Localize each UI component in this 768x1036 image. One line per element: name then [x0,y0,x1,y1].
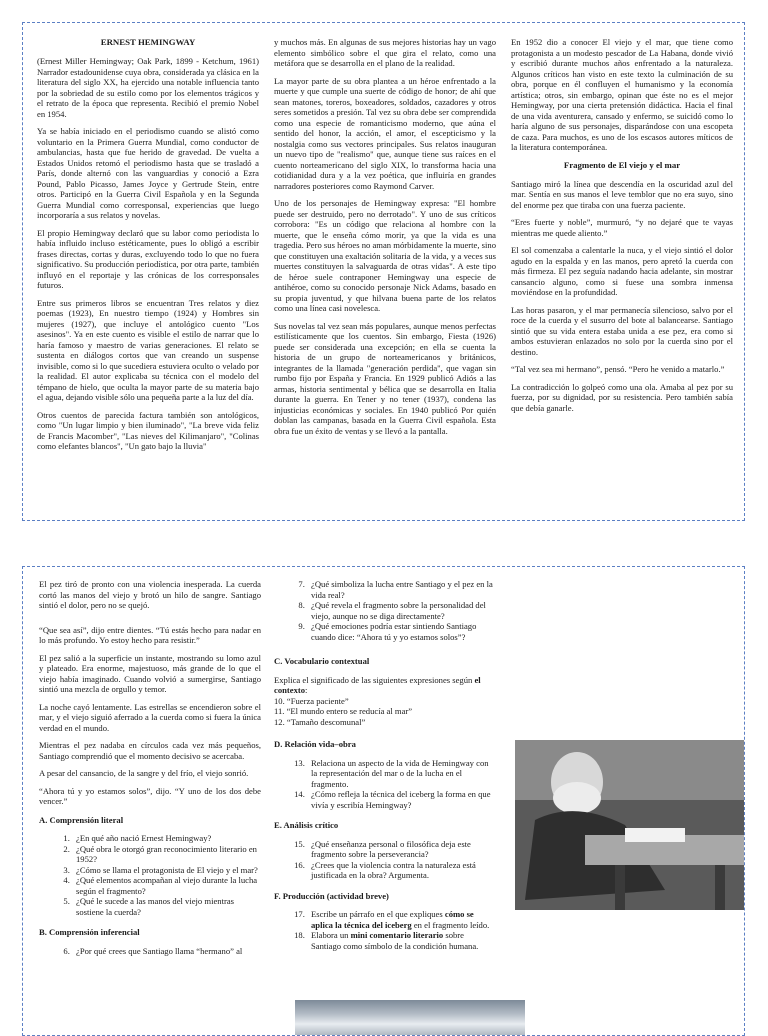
vocab-intro-colon: : [305,685,308,695]
question-item: 3. ¿Cómo se llama el protagonista de El viejo y el mar? [72,865,261,876]
question-item: 1. ¿En qué año nació Ernest Hemingway? [72,833,261,844]
fragment-paragraph: El pez tiró de pronto con una violencia inesperada. La cuerda cortó las manos del viejo y brotó un hilo de sangre. Santiago sintió el dolor, pero no se quejó. [39,579,261,610]
column-1 [39,579,261,966]
fragment-paragraph: Las horas pasaron, y el mar permanecía silencioso, salvo por el roce de la cuerda y el susurro del bote al balancearse. Santiago sintió que su vida entera estaba unida a ese pez, era como si ambos estuvieran enlazados no solo por la cuerda sino por el destino. [511,304,733,357]
fragment-paragraph: La noche cayó lentamente. Las estrellas se encendieron sobre el mar, y el viejo siguió aferrado a la cuerda como si fuera la única verdad en el mundo. [39,701,261,733]
vocab-intro [274,675,496,696]
question-item [307,909,496,930]
question-item: 14. ¿Cómo refleja la técnica del iceberg la forma en que vivía y escribía Hemingway? [307,789,496,810]
item-text: sobre Santiago como símbolo de la condición humana. [311,930,479,951]
fragment-title: Fragmento de El viejo y el mar [563,159,681,170]
paragraph: y muchos más. En algunas de sus mejores historias hay un vago elemento simbólico sobre el que gira el relato, como una metáfora que se desarrolla en el plano de la realidad. [274,37,496,68]
column-1 [37,37,259,459]
fragment-paragraph: El pez salió a la superficie un instante, mostrando su lomo azul y plateado. Era enorme, majestuoso, más grande de lo que el viejo había imaginado. Cuando volvió a sumergirse, Santiago sintió una mezcla de orgullo y temor. [39,652,261,694]
section-a-heading: A. Comprensión literal [39,814,124,825]
section-d-heading: D. Relación vida–obra [274,739,356,749]
fragment-paragraph: Mientras el pez nadaba en círculos cada vez más pequeños, Santiago comprendió que el momento decisivo se acercaba. [39,740,261,761]
item-text: Elabora un [311,930,351,940]
paragraph: Otros cuentos de parecida factura también son antológicos, como "Un lugar limpio y bien iluminado", "La breve vida feliz de Francis Macomber", "Las nieves del Kilimanjaro", "Colinas como elefantes blancos", "Un gato bajo la lluvia" [37,409,259,451]
paragraph: El propio Hemingway declaró que su labor como periodista lo había influido incluso estéticamente, pues lo obligó a escribir frases directas, cortas y duras, excluyendo todo lo que no fuera significativo. Su producción periodística, por otra parte, también influyó en el reportaje y las crónicas de los corresponsales futuros. [37,227,259,290]
page-1 [22,22,745,521]
paragraph: Entre sus primeros libros se encuentran Tres relatos y diez poemas (1923), En nuestro tiempo (1924) y Hombres sin mujeres (1927), que incluye el antológico cuento "Los asesinos". Ya en este cuento es visible el estilo de narrar que lo haría famoso y maestro de varias generaciones. El relato se sustenta en diálogos cortos que van creando un suspense invisible, como si lo que sucediera estuviera oculto o velado por la realidad. El autor explicaba su técnica con el modelo del témpano de hielo, que oculta la mayor parte de su materia bajo el agua, dejando visible sólo una pequeña parte a la luz del día. [37,297,259,402]
section-e-heading: E. Análisis crítico [274,820,339,830]
paragraph: En 1952 dio a conocer El viejo y el mar, que tiene como protagonista a un modesto pescador de La Habana, donde vivió y escribió durante muchos años enfrentado a la naturaleza. Algunos críticos han visto en este texto la culminación de su obra, porque en él confluyen el humanismo y la economía artística; otros, sin embargo, opinan que éste no es el mejor Hemingway, por una cierta pretensión didáctica. Hacia el final de una vida aventurera, cansado y enfermo, se suicidó como lo haría alguno de sus personajes, disparándose con una escopeta de caza. Para muchos, es uno de los escasos autores míticos de la literatura contemporánea. [511,37,733,152]
question-item: 9. ¿Qué emociones podría estar sintiendo Santiago cuando dice: “Ahora tú y yo estamos solos”? [307,621,496,642]
vocab-item: 10. “Fuerza paciente” [274,695,349,706]
column-2 [274,37,496,443]
question-item: 6. ¿Por qué crees que Santiago llama “hermano” al [72,946,261,957]
question-item [307,930,496,951]
question-item: 16. ¿Crees que la violencia contra la naturaleza está justificada en la obra? Argumenta. [307,860,496,881]
fragment-paragraph: “Eres fuerte y noble”, murmuró, “y no dejaré que te vayas mientras me quede aliento.” [511,217,733,238]
section-a-list [39,833,261,917]
question-item: 5. ¿Qué le sucede a las manos del viejo mientras sostiene la cuerda? [72,896,261,917]
question-item: 7. ¿Qué simboliza la lucha entre Santiago y el pez en la vida real? [307,579,496,600]
fragment-paragraph: A pesar del cansancio, de la sangre y del frío, el viejo sonrió. [39,768,249,778]
question-item: 13. Relaciona un aspecto de la vida de Hemingway con la representación del mar o de la lucha en el fragmento. [307,758,496,790]
article-title: ERNEST HEMINGWAY [100,37,196,47]
section-b-heading: B. Comprensión inferencial [39,927,140,937]
fragment-paragraph: El sol comenzaba a calentarle la nuca, y el viejo sintió el dolor agudo en la espalda y en las manos, pero apretó la cuerda con más firmeza. El pez seguía nadando hacia adelante, sin mostrar cansancio alguno, como si fuese una sombra inmensa moviéndose en la profundidad. [511,245,733,297]
section-b-list [39,946,261,957]
item-text: Escribe un párrafo en el que expliques [311,909,445,919]
paragraph: (Ernest Miller Hemingway; Oak Park, 1899 - Ketchum, 1961) Narrador estadounidense cuya obra, considerada ya clásica en la literatura del siglo XX, ha ejercido una notable influencia tanto por la sobriedad de su estilo como por los elementos trágicos y el retrato de la época que representa. Recibió el premio Nobel en 1954. [37,56,259,119]
paragraph: Uno de los personajes de Hemingway expresa: "El hombre puede ser destruido, pero no derrotado". Y uno de sus críticos corrobora: "Es un código que relaciona al hombre con la muerte, que le enseña cómo morir, ya que la vida es una tragedia. Pero sus héroes no aman mórbidamente la muerte, sino que constituyen una exaltación solitaria de la vida, y a veces sus muertes constituyen la salvaguarda de otras vidas". A este tipo de héroe suele contraponer Hemingway una especie de antihéroe, como su conocido personaje Nick Adams, basado en su propia juventud, y que hilvana buena parte de los relatos como una línea casi novelesca. [274,198,496,313]
section-b-list-continued [274,579,496,642]
vocab-item: 11. “El mundo entero se reducía al mar” [274,706,413,716]
vocab-intro-bold: el contexto [274,674,481,695]
question-item: 8. ¿Qué revela el fragmento sobre la personalidad del viejo, aunque no se diga directamente? [307,600,496,621]
section-e-list [274,839,496,881]
fragment-paragraph: “Ahora tú y yo estamos solos”, dijo. “Y uno de los dos debe vencer.” [39,785,261,806]
section-c-heading: C. Vocabulario contextual [274,656,370,666]
section-f-heading: F. Producción (actividad breve) [274,890,389,901]
hemingway-photo-illustration [515,740,744,910]
fragment-paragraph: “Tal vez sea mi hermano”, pensó. “Pero he venido a matarlo.” [511,364,725,374]
question-item: 15. ¿Qué enseñanza personal o filosófica deja este fragmento sobre la perseverancia? [307,839,496,860]
item-text: en el fragmento leído. [411,919,490,930]
paragraph: Sus novelas tal vez sean más populares, aunque menos perfectas estilísticamente que los cuentos. Sin embargo, Fiesta (1926) puede ser considerada una excepción; en ella se cuenta la historia de un grupo de norteamericanos y británicos, integrantes de la llamada "generación perdida", que vagan sin rumbo fijo por España y Francia. En 1929 publicó Adiós a las armas, historia sentimental y bélica que se desarrolla en Italia durante la guerra. En Tener y no tener (1937), condena las injusticias económicas y sociales. En 1940 publicó Por quién doblan las campanas, basada en la Guerra Civil española. Esta obra fue un éxito de ventas y se llevó a la pantalla. [274,320,496,436]
sea-photo [295,1000,525,1036]
vocab-intro-text: Explica el significado de las siguientes expresiones según [274,674,475,685]
section-f-list [274,909,496,951]
column-3 [511,37,733,420]
fragment-paragraph: Santiago miró la línea que descendía en la oscuridad azul del mar. Sentía en sus manos el leve temblor que no era suyo, sino del enorme pez que tiraba con una fuerza paciente. [511,178,733,210]
paragraph: Ya se había iniciado en el periodismo cuando se alistó como voluntario en la Primera Guerra Mundial, como conductor de ambulancias, hasta que fue herido de gravedad. De vuelta a Estados Unidos retomó el periodismo hasta que se trasladó a París, donde alternó con las vanguardias y conoció a Ezra Pound, Pablo Picasso, James Joyce y Gertrude Stein, entre otros. Participó en la Guerra Civil Española y en la Segunda Guerra Mundial como corresponsal, experiencias que luego incorporaría a sus relatos y novelas. [37,126,259,220]
question-item: 4. ¿Qué elementos acompañan al viejo durante la lucha según el fragmento? [72,875,261,896]
paragraph: La mayor parte de su obra plantea a un héroe enfrentado a la muerte y que cumple una suerte de código de honor; de ahí que sean matones, toreros, boxeadores, soldados, cazadores y otros seres sometidos a presión. Tal vez su obra debe ser comprendida como una especie de romanticismo moderno, que aúna el sentido del honor, la acción, el amor, el escepticismo y la nostalgia como sus vectores principales. Sus relatos inauguran un nuevo tipo de "realismo" que, aunque tiene sus raíces en el cuento norteamericano del siglo XIX, lo transforma hacia una cotidianidad dura y a la vez poética, que influiría en grandes narradores posteriores como Raymond Carver. [274,75,496,191]
section-d-list [274,758,496,811]
question-item: 2. ¿Qué obra le otorgó gran reconocimiento literario en 1952? [72,844,261,865]
hemingway-photo [515,740,744,910]
fragment-paragraph: “Que sea así”, dijo entre dientes. “Tú estás hecho para nadar en lo más profundo. Yo estoy hecho para resistir.” [39,624,261,645]
vocab-block [274,675,496,728]
item-bold: mini comentario literario [350,930,444,940]
vocab-item: 12. “Tamaño descomunal” [274,716,366,727]
item-bold: cómo se aplica la técnica del iceberg [311,909,474,930]
page-2 [22,566,745,1036]
fragment-paragraph: La contradicción lo golpeó como una ola. Amaba al pez por su fuerza, por su dignidad, por su resistencia. Pero también sabía que debía ganarle. [511,381,733,413]
column-2 [274,579,496,961]
